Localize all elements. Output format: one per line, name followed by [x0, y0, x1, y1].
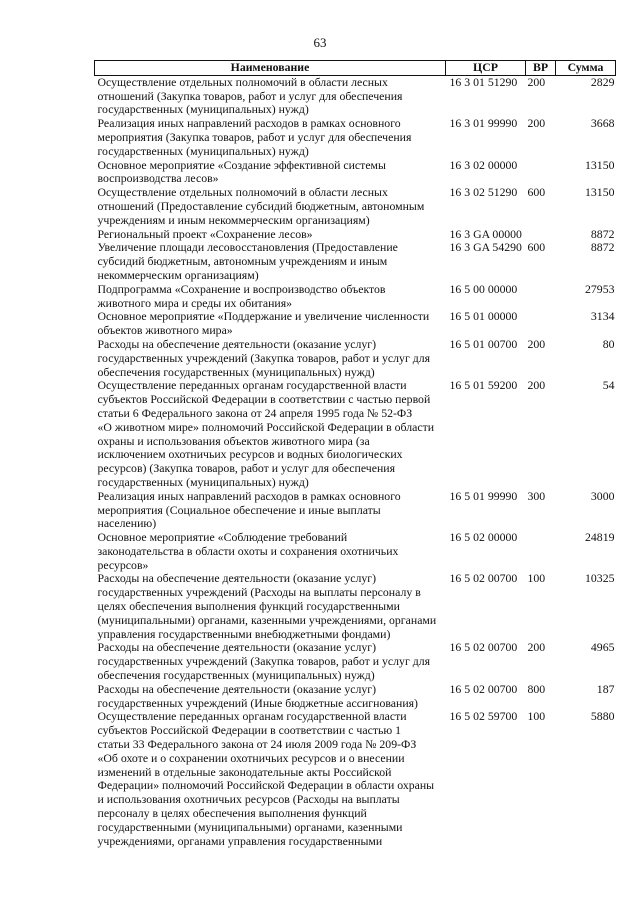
- row-name-line: некоммерческим организациям): [97, 267, 259, 282]
- header-vr: ВР: [526, 61, 556, 76]
- row-name: [95, 75, 446, 117]
- row-name-line: Региональный проект «Сохранение лесов»: [97, 226, 313, 241]
- row-name-line: государственных учреждений (Закупка товаров, работ и услуг для: [97, 654, 431, 669]
- row-name-line: субсидий бюджетным, автономным учреждениям и иным: [97, 254, 388, 269]
- row-csr: 16 3 01 51290: [449, 74, 518, 89]
- row-name: [95, 117, 446, 158]
- table-row: [95, 641, 616, 682]
- table-row: [95, 186, 616, 227]
- row-name-line: Основное мероприятие «Создание эффективной системы: [97, 157, 386, 172]
- row-vr: 300: [527, 488, 546, 503]
- row-vr: 100: [527, 709, 546, 724]
- row-name-line: государственных учреждений (Закупка товаров, работ и услуг для: [97, 350, 431, 365]
- row-name-line: государственных (муниципальных) нужд): [97, 474, 309, 489]
- row-name-line: мероприятия (Закупка товаров, работ и услуг для обеспечения: [97, 129, 412, 144]
- row-csr: 16 5 00 00000: [449, 281, 518, 296]
- row-name-line: персоналу в целях обеспечения выполнения функций: [97, 806, 367, 821]
- table-row: [95, 241, 616, 282]
- row-csr: 16 5 02 00700: [449, 640, 518, 655]
- row-sum: 5880: [590, 709, 615, 724]
- row-name-line: животного мира и среды их обитания»: [97, 295, 293, 310]
- row-name-line: ресурсов»: [97, 557, 149, 572]
- row-name: [95, 531, 446, 572]
- row-name-line: Федерации» полномочий Российской Федерации в области охраны: [97, 778, 435, 793]
- row-vr: 200: [527, 378, 546, 393]
- row-sum: 24819: [585, 530, 615, 545]
- row-name-line: законодательства в области охоты и сохранения охотничьих: [97, 543, 399, 558]
- row-csr: 16 5 01 59200: [449, 378, 518, 393]
- row-sum: 13150: [585, 185, 615, 200]
- row-name-line: Основное мероприятие «Поддержание и увеличение численности: [97, 309, 430, 324]
- row-name: [95, 338, 446, 379]
- page-number: 63: [313, 35, 327, 50]
- row-name-line: отношений (Предоставление субсидий бюджетным, автономным: [97, 198, 425, 213]
- header-csr: ЦСР: [446, 61, 526, 76]
- row-sum: 27953: [585, 281, 615, 296]
- table-row: [95, 75, 616, 117]
- row-name-line: Реализация иных направлений расходов в рамках основного: [97, 116, 401, 131]
- row-name-line: Осуществление отдельных полномочий в области лесных: [97, 74, 388, 89]
- row-name-line: статьи 6 Федерального закона от 24 апреля 1995 года № 52-ФЗ: [97, 405, 413, 420]
- row-vr: [526, 283, 556, 311]
- row-name-line: учреждениями, органами управления государственными: [97, 833, 383, 848]
- row-name-line: Реализация иных направлений расходов в рамках основного: [97, 488, 401, 503]
- row-sum: 187: [596, 681, 615, 696]
- row-name-line: Осуществление переданных органам государственной власти: [97, 709, 407, 724]
- row-vr: [526, 159, 556, 187]
- row-name: [95, 310, 446, 338]
- row-csr: 16 5 02 00700: [449, 681, 518, 696]
- row-name-line: управления государственными внебюджетными фондами): [97, 626, 391, 641]
- row-csr: 16 5 01 00700: [449, 336, 518, 351]
- row-name-line: и использования охотничьих ресурсов (Расходы на выплаты: [97, 792, 400, 807]
- row-name: [95, 186, 446, 227]
- row-sum: 8872: [590, 240, 615, 255]
- row-name-line: ресурсов) (Закупка товаров, работ и услуг для обеспечения: [97, 461, 395, 476]
- row-name: [95, 710, 446, 848]
- table-row: [95, 283, 616, 311]
- row-name-line: целях обеспечения выполнения функций государственными: [97, 599, 400, 614]
- row-vr: 200: [527, 116, 546, 131]
- row-sum: 3000: [590, 488, 615, 503]
- row-name-line: государственных учреждений (Расходы на выплаты персоналу в: [97, 585, 421, 600]
- table-body: [95, 75, 616, 848]
- row-sum: 54: [602, 378, 615, 393]
- row-vr: 600: [527, 185, 546, 200]
- row-vr: 100: [527, 571, 546, 586]
- header-sum: Сумма: [556, 61, 616, 76]
- table-row: [95, 228, 616, 242]
- row-sum: 3134: [590, 309, 615, 324]
- row-name-line: государственными (муниципальными) органами, казенными: [97, 819, 403, 834]
- row-name-line: Подпрограмма «Сохранение и воспроизводство объектов: [97, 281, 386, 296]
- row-name-line: объектов животного мира»: [97, 323, 233, 338]
- row-csr: 16 5 02 00000: [449, 530, 518, 545]
- row-name-line: охраны и использования объектов животного мира (за: [97, 433, 370, 448]
- row-name-line: Основное мероприятие «Соблюдение требований: [97, 530, 348, 545]
- row-vr: [526, 228, 556, 242]
- row-name-line: субъектов Российской Федерации в соответствии с частью первой: [97, 392, 431, 407]
- row-vr: 600: [527, 240, 546, 255]
- row-name: [95, 641, 446, 682]
- row-csr: 16 5 02 59700: [449, 709, 518, 724]
- row-csr: 16 3 02 00000: [449, 157, 518, 172]
- row-sum: 2829: [590, 74, 615, 89]
- table-row: [95, 572, 616, 641]
- row-vr: 200: [527, 336, 546, 351]
- header-name: Наименование: [95, 61, 446, 76]
- row-sum: 8872: [590, 226, 615, 241]
- row-vr: [526, 531, 556, 572]
- row-sum: 10325: [585, 571, 615, 586]
- table-row: [95, 531, 616, 572]
- row-sum: 13150: [585, 157, 615, 172]
- row-name-line: населению): [97, 516, 157, 531]
- row-name-line: исключением охотничьих ресурсов и водных биологических: [97, 447, 403, 462]
- row-vr: 800: [527, 681, 546, 696]
- row-name: [95, 159, 446, 187]
- budget-table: [94, 60, 616, 848]
- row-csr: 16 5 02 00700: [449, 571, 518, 586]
- row-vr: 200: [527, 640, 546, 655]
- row-name-line: Осуществление отдельных полномочий в области лесных: [97, 185, 388, 200]
- table-row: [95, 710, 616, 848]
- row-vr: [526, 310, 556, 338]
- row-csr: 16 5 01 00000: [449, 309, 518, 324]
- row-csr: 16 5 01 99990: [449, 488, 518, 503]
- row-name-line: учреждениям и иным некоммерческим организациям): [97, 212, 370, 227]
- row-name-line: обеспечения государственных (муниципальных) нужд): [97, 668, 375, 683]
- row-name-line: Расходы на обеспечение деятельности (оказание услуг): [97, 336, 376, 351]
- row-name: [95, 572, 446, 641]
- row-name-line: Увеличение площади лесовосстановления (Предоставление: [97, 240, 398, 255]
- row-name-line: статьи 33 Федерального закона от 24 июля 2009 года № 209-ФЗ: [97, 737, 417, 752]
- row-csr: 16 3 GA 00000: [449, 226, 522, 241]
- row-name: [95, 379, 446, 489]
- row-name-line: изменений в отдельные законодательные акты Российской: [97, 764, 392, 779]
- row-csr: 16 3 GA 54290: [449, 240, 522, 255]
- row-name-line: отношений (Закупка товаров, работ и услуг для обеспечения: [97, 88, 403, 103]
- row-name-line: Расходы на обеспечение деятельности (оказание услуг): [97, 681, 376, 696]
- table-row: [95, 490, 616, 531]
- row-sum: 3668: [590, 116, 615, 131]
- row-name: [95, 490, 446, 531]
- row-vr: 200: [527, 74, 546, 89]
- table-row: [95, 159, 616, 187]
- row-name-line: «О животном мире» полномочий Российской Федерации в области: [97, 419, 435, 434]
- table-row: [95, 683, 616, 711]
- row-name-line: Осуществление переданных органам государственной власти: [97, 378, 407, 393]
- row-name-line: Расходы на обеспечение деятельности (оказание услуг): [97, 571, 376, 586]
- table-row: [95, 379, 616, 489]
- row-name: [95, 683, 446, 711]
- row-sum: 4965: [590, 640, 615, 655]
- row-name-line: государственных (муниципальных) нужд): [97, 143, 309, 158]
- row-name-line: государственных учреждений (Иные бюджетные ассигнования): [97, 695, 418, 710]
- row-name-line: мероприятия (Социальное обеспечение и иные выплаты: [97, 502, 381, 517]
- row-name-line: субъектов Российской Федерации в соответствии с частью 1: [97, 723, 402, 738]
- table-row: [95, 117, 616, 158]
- row-name-line: Расходы на обеспечение деятельности (оказание услуг): [97, 640, 376, 655]
- row-name-line: обеспечения государственных (муниципальных) нужд): [97, 364, 375, 379]
- table-row: [95, 310, 616, 338]
- row-csr: 16 3 02 51290: [449, 185, 518, 200]
- table-header-row: [95, 61, 616, 76]
- row-csr: 16 3 01 99990: [449, 116, 518, 131]
- row-sum: 80: [602, 336, 615, 351]
- row-name-line: государственных (муниципальных) нужд): [97, 102, 309, 117]
- table-row: [95, 338, 616, 379]
- row-name-line: «Об охоте и о сохранении охотничьих ресурсов и о внесении: [97, 750, 405, 765]
- row-name-line: воспроизводства лесов»: [97, 171, 219, 186]
- row-name: [95, 283, 446, 311]
- row-name: [95, 228, 446, 242]
- row-name: [95, 241, 446, 282]
- row-name-line: (муниципальными) органами, казенными учреждениями, органами: [97, 612, 437, 627]
